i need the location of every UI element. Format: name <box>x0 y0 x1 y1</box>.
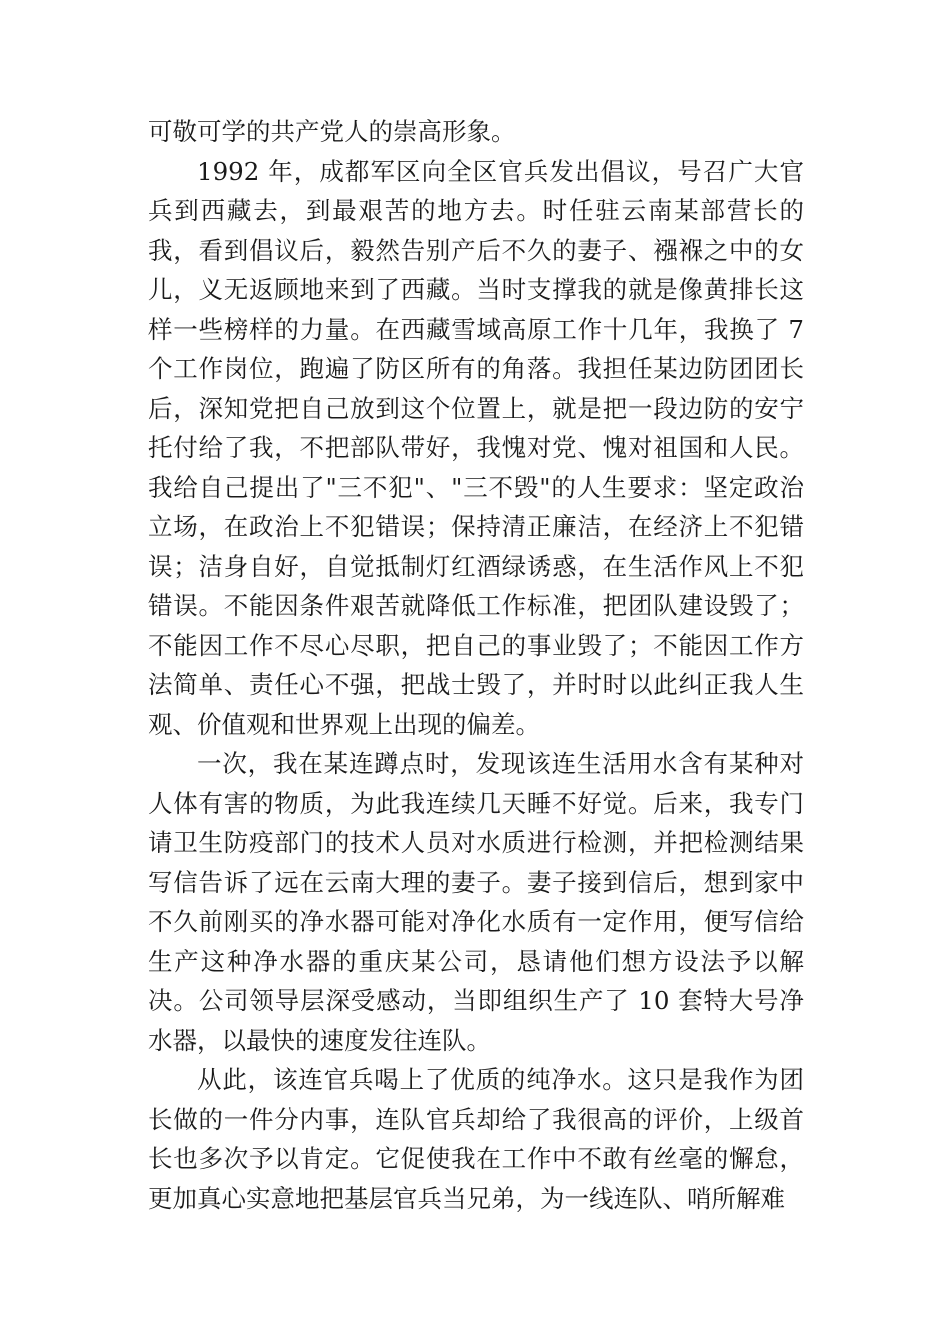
paragraph-clean-water: 从此，该连官兵喝上了优质的纯净水。这只是我作为团长做的一件分内事，连队官兵却给了我很高的评价，上级首长也多次予以肯定。它促使我在工作中不敢有丝毫的懈怠，更加真心实意地把基层官兵当兄弟，为一线连队、哨所解难 <box>148 1065 804 1213</box>
document-body <box>148 112 804 1218</box>
paragraph-continuation: 可敬可学的共产党人的崇高形象。 <box>148 117 516 146</box>
paragraph-1992-initiative: 1992 年，成都军区向全区官兵发出倡议，号召广大官兵到西藏去，到最艰苦的地方去。时任驻云南某部营长的我，看到倡议后，毅然告别产后不久的妻子、襁褓之中的女儿，义无返顾地来到了西藏。当时支撑我的就是像黄排长这样一些榜样的力量。在西藏雪域高原工作十几年，我换了 7 个工作岗位，跑遍了防区所有的角落。我担任某边防团团长后，深知党把自己放到这个位置上，就是把一段边防的安宁托付给了我，不把部队带好，我愧对党、愧对祖国和人民。我给自己提出了"三不犯"、"三不毁"的人生要求：坚定政治立场，在政治上不犯错误；保持清正廉洁，在经济上不犯错误；洁身自好，自觉抵制灯红酒绿诱惑，在生活作风上不犯错误。不能因条件艰苦就降低工作标准，把团队建设毁了；不能因工作不尽心尽职，把自己的事业毁了；不能因工作方法简单、责任心不强，把战士毁了，并时时以此纠正我人生观、价值观和世界观上出现的偏差。 <box>148 156 804 739</box>
paragraph-water-purifier: 一次，我在某连蹲点时，发现该连生活用水含有某种对人体有害的物质，为此我连续几天睡不好觉。后来，我专门请卫生防疫部门的技术人员对水质进行检测，并把检测结果写信告诉了远在云南大理的妻子。妻子接到信后，想到家中不久前刚买的净水器可能对净化水质有一定作用，便写信给生产这种净水器的重庆某公司，恳请他们想方设法予以解决。公司领导层深受感动，当即组织生产了 10 套特大号净水器，以最快的速度发往连队。 <box>148 749 804 1055</box>
